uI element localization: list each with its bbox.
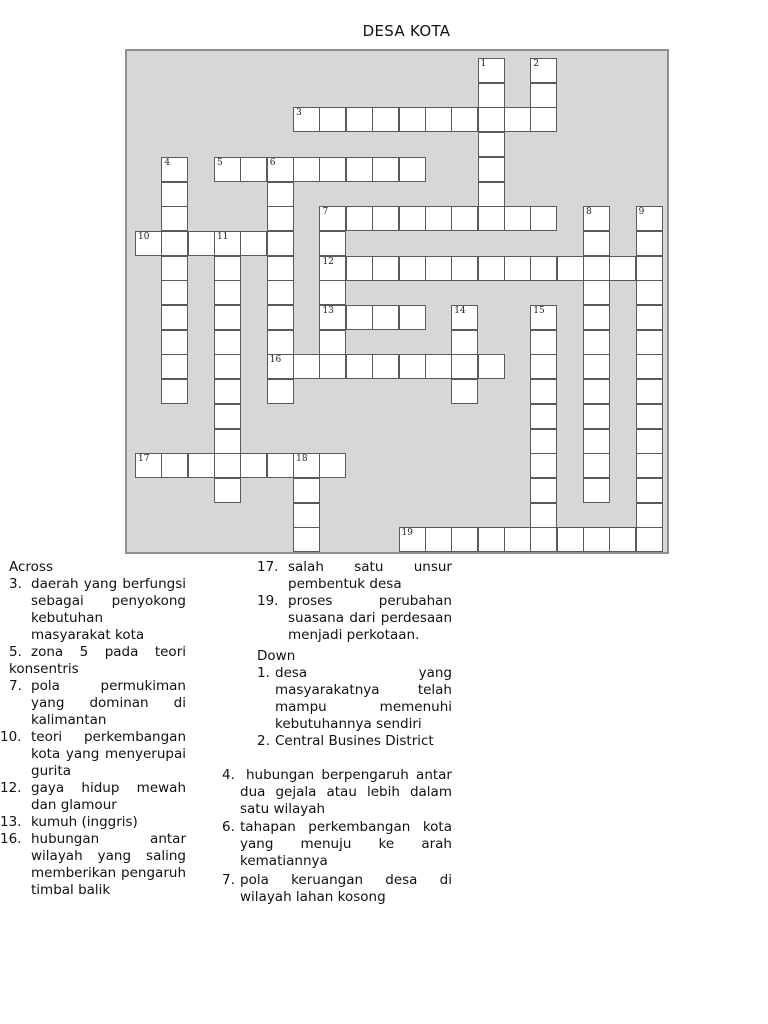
down-clue-7: 7. pola keruangan desa di wilayah lahan kosong xyxy=(222,872,452,905)
grid-cell[interactable] xyxy=(188,453,215,478)
across-clue-7: 7. pola permukiman yang dominan di kalimantan xyxy=(9,678,186,728)
grid-cell[interactable] xyxy=(451,330,478,355)
across-clue-16: 16. hubungan antar wilayah yang saling memberikan pengaruh timbal balik xyxy=(0,831,186,898)
grid-cell[interactable] xyxy=(319,280,346,305)
cell-number: 5 xyxy=(217,157,223,168)
grid-cell[interactable] xyxy=(478,354,505,379)
cell-number: 18 xyxy=(296,454,308,465)
grid-cell[interactable] xyxy=(530,453,557,478)
grid-cell[interactable] xyxy=(293,503,320,528)
grid-cell[interactable] xyxy=(636,379,663,404)
grid-cell[interactable] xyxy=(161,354,188,379)
grid-cell[interactable] xyxy=(240,231,267,256)
grid-cell[interactable] xyxy=(214,256,241,281)
grid-cell[interactable] xyxy=(346,256,373,281)
grid-cell[interactable] xyxy=(161,330,188,355)
grid-cell[interactable] xyxy=(451,206,478,231)
down-heading: Down xyxy=(257,648,296,664)
grid-cell[interactable] xyxy=(636,305,663,330)
grid-cell[interactable] xyxy=(425,107,452,132)
grid-cell[interactable] xyxy=(478,527,505,552)
grid-cell[interactable] xyxy=(583,231,610,256)
down-clue-6: 6. tahapan perkembangan kota yang menuju ke arah kematiannya xyxy=(222,819,452,869)
grid-cell[interactable] xyxy=(636,478,663,503)
grid-cell[interactable] xyxy=(636,231,663,256)
grid-cell[interactable] xyxy=(161,206,188,231)
grid-cell[interactable] xyxy=(319,206,346,231)
grid-cell[interactable] xyxy=(478,182,505,207)
grid-cell[interactable] xyxy=(530,256,557,281)
across-clue-5: 5. zona 5 pada teori konsentris xyxy=(9,644,186,677)
grid-cell[interactable] xyxy=(530,379,557,404)
grid-cell[interactable] xyxy=(583,429,610,454)
grid-cell[interactable] xyxy=(557,256,584,281)
grid-cell[interactable] xyxy=(399,354,426,379)
grid-cell[interactable] xyxy=(451,256,478,281)
grid-cell[interactable] xyxy=(319,107,346,132)
grid-cell[interactable] xyxy=(399,256,426,281)
grid-cell[interactable] xyxy=(478,58,505,83)
grid-cell[interactable] xyxy=(583,453,610,478)
grid-cell[interactable] xyxy=(372,256,399,281)
grid-cell[interactable] xyxy=(267,206,294,231)
cell-number: 11 xyxy=(217,231,229,242)
grid-cell[interactable] xyxy=(161,182,188,207)
grid-cell[interactable] xyxy=(161,157,188,182)
grid-cell[interactable] xyxy=(319,354,346,379)
cell-number: 15 xyxy=(533,306,545,316)
grid-cell[interactable] xyxy=(214,453,241,478)
grid-cell[interactable] xyxy=(267,330,294,355)
grid-cell[interactable] xyxy=(583,206,610,231)
down-clues xyxy=(222,767,452,906)
across-clue-13: 13. kumuh (inggris) xyxy=(0,814,138,830)
grid-cell[interactable] xyxy=(451,379,478,404)
grid-cell[interactable] xyxy=(267,256,294,281)
cell-number: 16 xyxy=(269,355,282,366)
grid-cell[interactable] xyxy=(636,429,663,454)
grid-cell[interactable] xyxy=(478,206,505,231)
grid-cell[interactable] xyxy=(583,256,610,281)
grid-cell[interactable] xyxy=(504,206,531,231)
grid-cell[interactable] xyxy=(583,527,610,552)
grid-cell[interactable] xyxy=(530,206,557,231)
grid-cell[interactable] xyxy=(293,478,320,503)
grid-cell[interactable] xyxy=(240,157,267,182)
grid-cell[interactable] xyxy=(214,478,241,503)
grid-cell[interactable] xyxy=(372,206,399,231)
grid-cell[interactable] xyxy=(267,157,294,182)
cell-number: 6 xyxy=(269,157,276,168)
grid-cell[interactable] xyxy=(346,354,373,379)
grid-cell[interactable] xyxy=(530,58,557,83)
grid-cell[interactable] xyxy=(636,330,663,355)
grid-cell[interactable] xyxy=(583,305,610,330)
down-clue-2: 2. Central Busines District xyxy=(257,733,434,749)
cell-number: 12 xyxy=(322,256,334,267)
cell-number: 1 xyxy=(480,59,487,69)
grid-cell[interactable] xyxy=(451,527,478,552)
down-clue-4: 4. hubungan berpengaruh antar dua gejala atau lebih dalam satu wilayah xyxy=(222,767,452,817)
grid-cell[interactable] xyxy=(557,527,584,552)
grid-cell[interactable] xyxy=(188,231,215,256)
grid-cell[interactable] xyxy=(636,453,663,478)
grid-cell[interactable] xyxy=(161,453,188,478)
across-clue-10: 10. teori perkembangan kota yang menyerupai gurita xyxy=(0,729,186,779)
grid-cell[interactable] xyxy=(267,379,294,404)
cell-number: 2 xyxy=(533,59,539,69)
grid-cell[interactable] xyxy=(214,429,241,454)
grid-cell[interactable] xyxy=(135,453,162,478)
grid-cell[interactable] xyxy=(530,503,557,528)
grid-cell[interactable] xyxy=(478,157,505,182)
grid-cell[interactable] xyxy=(399,157,426,182)
grid-cell[interactable] xyxy=(214,404,241,429)
grid-cell[interactable] xyxy=(319,231,346,256)
grid-cell[interactable] xyxy=(214,379,241,404)
grid-cell[interactable] xyxy=(636,527,663,552)
grid-cell[interactable] xyxy=(319,157,346,182)
cell-number: 9 xyxy=(638,207,645,218)
across-clue-12: 12. gaya hidup mewah dan glamour xyxy=(0,780,186,813)
grid-cell[interactable] xyxy=(372,107,399,132)
grid-cell[interactable] xyxy=(504,256,531,281)
grid-cell[interactable] xyxy=(425,354,452,379)
grid-cell[interactable] xyxy=(504,527,531,552)
down-clue-1: 1. desa yang masyarakatnya telah mampu memenuhi kebutuhannya sendiri xyxy=(257,665,452,732)
grid-cell[interactable] xyxy=(583,478,610,503)
grid-cell[interactable] xyxy=(346,206,373,231)
cell-number: 19 xyxy=(401,528,413,539)
grid-cell[interactable] xyxy=(319,256,346,281)
grid-cell[interactable] xyxy=(530,305,557,330)
grid-cell[interactable] xyxy=(346,305,373,330)
grid-cell[interactable] xyxy=(372,305,399,330)
cell-number: 3 xyxy=(296,108,302,119)
grid-cell[interactable] xyxy=(293,107,320,132)
grid-cell[interactable] xyxy=(135,231,162,256)
grid-cell[interactable] xyxy=(346,107,373,132)
grid-cell[interactable] xyxy=(161,280,188,305)
grid-cell[interactable] xyxy=(530,429,557,454)
grid-cell[interactable] xyxy=(530,107,557,132)
grid-cell[interactable] xyxy=(293,354,320,379)
grid-cell[interactable] xyxy=(530,354,557,379)
grid-cell[interactable] xyxy=(530,527,557,552)
grid-cell[interactable] xyxy=(267,354,294,379)
grid-cell[interactable] xyxy=(293,157,320,182)
grid-cell[interactable] xyxy=(161,379,188,404)
grid-cell[interactable] xyxy=(451,354,478,379)
cell-number: 10 xyxy=(138,231,150,242)
grid-cell[interactable] xyxy=(425,527,452,552)
grid-cell[interactable] xyxy=(267,231,294,256)
across-clues xyxy=(0,559,186,899)
grid-cell[interactable] xyxy=(399,107,426,132)
cell-number: 13 xyxy=(322,306,334,316)
grid-cell[interactable] xyxy=(583,354,610,379)
grid-cell[interactable] xyxy=(161,256,188,281)
grid-cell[interactable] xyxy=(478,132,505,157)
grid-cell[interactable] xyxy=(451,305,478,330)
grid-cell[interactable] xyxy=(583,404,610,429)
grid-cell[interactable] xyxy=(636,503,663,528)
grid-cell[interactable] xyxy=(399,305,426,330)
cell-number: 7 xyxy=(322,207,329,218)
grid-cell[interactable] xyxy=(161,305,188,330)
grid-cell[interactable] xyxy=(636,404,663,429)
across-heading: Across xyxy=(9,559,54,575)
grid-cell[interactable] xyxy=(267,182,294,207)
grid-cell[interactable] xyxy=(267,305,294,330)
grid-cell[interactable] xyxy=(636,256,663,281)
across-clue-17: 17. salah satu unsur pembentuk desa xyxy=(257,559,452,592)
grid-cell[interactable] xyxy=(530,404,557,429)
cell-number: 14 xyxy=(454,306,466,316)
clue-column-2 xyxy=(257,559,452,750)
grid-cell[interactable] xyxy=(609,527,636,552)
grid-cell[interactable] xyxy=(399,527,426,552)
grid-cell[interactable] xyxy=(214,280,241,305)
cell-number: 4 xyxy=(164,157,171,168)
grid-cell[interactable] xyxy=(319,305,346,330)
grid-cell[interactable] xyxy=(214,330,241,355)
grid-cell[interactable] xyxy=(161,231,188,256)
grid-cell[interactable] xyxy=(293,453,320,478)
grid-cell[interactable] xyxy=(636,354,663,379)
grid-cell[interactable] xyxy=(478,256,505,281)
grid-cell[interactable] xyxy=(425,206,452,231)
grid-cell[interactable] xyxy=(583,330,610,355)
grid-cell[interactable] xyxy=(583,379,610,404)
grid-cell[interactable] xyxy=(504,107,531,132)
grid-cell[interactable] xyxy=(609,256,636,281)
grid-cell[interactable] xyxy=(214,354,241,379)
grid-cell[interactable] xyxy=(214,157,241,182)
across-clue-3: 3. daerah yang berfungsi sebagai penyokong kebutuhan masyarakat kota xyxy=(9,576,186,643)
grid-cell[interactable] xyxy=(530,478,557,503)
grid-cell[interactable] xyxy=(425,256,452,281)
cell-number: 8 xyxy=(585,207,592,218)
grid-cell[interactable] xyxy=(451,107,478,132)
grid-cell[interactable] xyxy=(530,83,557,108)
grid-cell[interactable] xyxy=(346,157,373,182)
grid-cell[interactable] xyxy=(636,280,663,305)
grid-cell[interactable] xyxy=(372,354,399,379)
grid-cell[interactable] xyxy=(530,330,557,355)
across-clue-19: 19. proses perubahan suasana dari perdesaan menjadi perkotaan. xyxy=(257,593,452,643)
grid-cell[interactable] xyxy=(478,83,505,108)
grid-cell[interactable] xyxy=(267,280,294,305)
grid-cell[interactable] xyxy=(636,206,663,231)
grid-cell[interactable] xyxy=(583,280,610,305)
grid-cell[interactable] xyxy=(214,305,241,330)
crossword-grid xyxy=(125,49,669,554)
grid-cell[interactable] xyxy=(293,527,320,552)
grid-cell[interactable] xyxy=(214,231,241,256)
grid-cell[interactable] xyxy=(399,206,426,231)
grid-cell[interactable] xyxy=(372,157,399,182)
grid-cell[interactable] xyxy=(267,453,294,478)
grid-cell[interactable] xyxy=(240,453,267,478)
puzzle-title: DESA KOTA xyxy=(362,22,451,40)
cell-number: 17 xyxy=(138,454,150,465)
grid-cell[interactable] xyxy=(478,107,505,132)
grid-cell[interactable] xyxy=(319,453,346,478)
grid-cell[interactable] xyxy=(319,330,346,355)
